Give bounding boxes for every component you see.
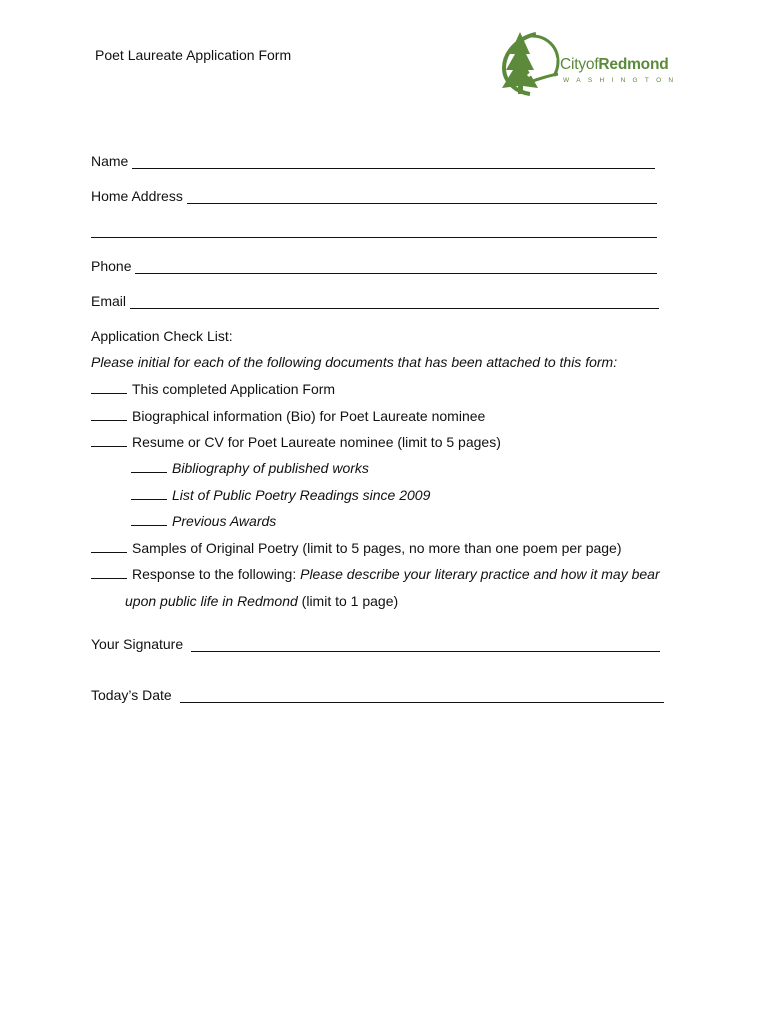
checklist-heading: Application Check List: (91, 328, 233, 344)
checklist-item-application-form (91, 381, 335, 397)
checklist-item-samples (91, 540, 622, 556)
checklist-item-prompt-cont: upon public life in Redmond (125, 593, 298, 609)
checklist-item-note: (limit to 1 page) (297, 593, 399, 609)
home-address-field[interactable] (91, 188, 657, 204)
name-field[interactable] (91, 153, 655, 169)
checklist-item-resume (91, 434, 501, 450)
checklist-item-bio (91, 408, 485, 424)
checklist-subitem-label: Bibliography of published works (172, 460, 369, 476)
phone-field[interactable] (91, 258, 657, 274)
initial-blank[interactable] (91, 408, 127, 421)
logo-city-of: Cityof (560, 56, 599, 73)
home-address-input-line-2[interactable] (91, 223, 657, 238)
phone-label: Phone (91, 258, 132, 274)
signature-input-line[interactable] (191, 638, 660, 652)
initial-blank[interactable] (91, 540, 127, 553)
date-input-line[interactable] (180, 689, 664, 703)
home-address-input-line[interactable] (187, 189, 657, 204)
checklist-item-response (91, 566, 660, 582)
initial-blank[interactable] (91, 381, 127, 394)
checklist-subitem-awards (131, 513, 276, 529)
checklist-item-label: This completed Application Form (132, 381, 336, 397)
email-label: Email (91, 293, 127, 309)
page-title: Poet Laureate Application Form (95, 47, 292, 63)
email-field[interactable] (91, 293, 659, 309)
signature-label: Your Signature (91, 636, 184, 652)
home-address-label: Home Address (91, 188, 183, 204)
checklist-item-label: Resume or CV for Poet Laureate nominee (132, 434, 394, 450)
checklist-item-label: Biographical information (Bio) for Poet Laureate nominee (132, 408, 486, 424)
checklist-item-label: Response to the following: (132, 566, 301, 582)
signature-field[interactable] (91, 636, 660, 652)
checklist-item-label: Samples of Original Poetry (132, 540, 299, 556)
initial-blank[interactable] (131, 487, 167, 500)
phone-input-line[interactable] (135, 259, 657, 274)
checklist-subitem-bibliography (131, 460, 369, 476)
initial-blank[interactable] (131, 513, 167, 526)
initial-blank[interactable] (91, 434, 127, 447)
name-input-line[interactable] (132, 154, 655, 169)
checklist-item-note: (limit to 5 pages) (393, 434, 501, 450)
checklist-instructions: Please initial for each of the following documents that has been attached to this form: (91, 354, 618, 370)
initial-blank[interactable] (131, 460, 167, 473)
logo-subtext: WASHINGTON (563, 77, 681, 84)
initial-blank[interactable] (91, 566, 127, 579)
date-field[interactable] (91, 687, 664, 703)
checklist-item-prompt: Please describe your literary practice and how it may bear (300, 566, 660, 582)
logo-redmond: Redmond (598, 56, 669, 73)
checklist-subitem-label: List of Public Poetry Readings since 2009 (172, 487, 431, 503)
checklist-item-note: (limit to 5 pages, no more than one poem per page) (298, 540, 622, 556)
date-label: Today’s Date (91, 687, 172, 703)
checklist-item-response-line2 (125, 593, 398, 609)
email-input-line[interactable] (130, 294, 659, 309)
checklist-subitem-readings (131, 487, 430, 503)
name-label: Name (91, 153, 129, 169)
logo-wordmark (560, 56, 669, 74)
checklist-subitem-label: Previous Awards (172, 513, 277, 529)
